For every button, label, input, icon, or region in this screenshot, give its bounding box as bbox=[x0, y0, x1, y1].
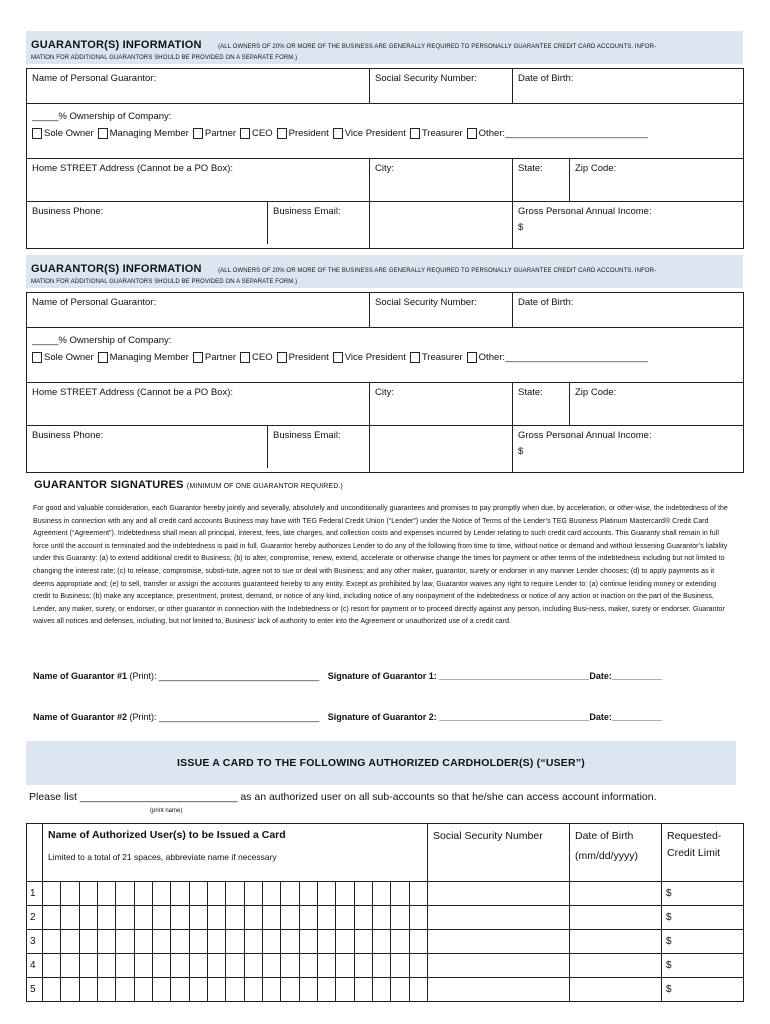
checkbox[interactable] bbox=[32, 352, 42, 363]
checkbox[interactable] bbox=[333, 352, 343, 363]
header-dob-text: Date of Birth bbox=[575, 830, 634, 842]
name-char-box[interactable] bbox=[207, 954, 225, 977]
name-char-box[interactable] bbox=[79, 882, 97, 905]
g2-role-checkboxes bbox=[32, 352, 738, 363]
user-ssn-cell[interactable] bbox=[428, 882, 570, 906]
name-char-box[interactable] bbox=[299, 954, 317, 977]
name-char-box[interactable] bbox=[299, 882, 317, 905]
name-char-box[interactable] bbox=[115, 906, 133, 929]
guarantor-1-header bbox=[26, 31, 743, 64]
name-char-box[interactable] bbox=[79, 906, 97, 929]
role-label: Vice President bbox=[344, 352, 406, 363]
row-number: 1 bbox=[27, 882, 43, 906]
name-char-box[interactable] bbox=[390, 906, 408, 929]
checkbox[interactable] bbox=[98, 352, 108, 363]
name-char-box[interactable] bbox=[43, 930, 60, 953]
g2-print-blank[interactable]: (Print): ________________________________ bbox=[129, 712, 320, 722]
header-name bbox=[43, 824, 428, 882]
g1-role-treasurer[interactable] bbox=[410, 128, 463, 139]
name-char-box[interactable] bbox=[262, 930, 280, 953]
name-char-box[interactable] bbox=[354, 906, 372, 929]
users-table-header bbox=[27, 824, 744, 882]
name-char-box[interactable] bbox=[280, 954, 298, 977]
name-char-box[interactable] bbox=[280, 882, 298, 905]
g2-role-other[interactable] bbox=[467, 352, 648, 363]
name-char-box[interactable] bbox=[372, 954, 390, 977]
user-name-boxes bbox=[43, 906, 428, 930]
user-row bbox=[27, 906, 744, 930]
name-char-box[interactable] bbox=[170, 930, 188, 953]
name-char-box[interactable] bbox=[170, 882, 188, 905]
guarantor-1-signature-line[interactable] bbox=[33, 671, 662, 681]
name-char-box[interactable] bbox=[152, 954, 170, 977]
name-char-box[interactable] bbox=[280, 978, 298, 1001]
g1-print-label: Name of Guarantor #1 bbox=[33, 671, 128, 681]
g2-role-president[interactable] bbox=[277, 352, 329, 363]
name-char-box[interactable] bbox=[43, 882, 60, 905]
name-char-box[interactable] bbox=[43, 978, 60, 1001]
user-row bbox=[27, 882, 744, 906]
name-char-box[interactable] bbox=[390, 882, 408, 905]
name-char-box[interactable] bbox=[189, 882, 207, 905]
name-char-box[interactable] bbox=[280, 930, 298, 953]
g2-role-partner[interactable] bbox=[193, 352, 236, 363]
g1-income-currency: $ bbox=[518, 222, 524, 233]
name-char-box[interactable] bbox=[280, 906, 298, 929]
g1-dob-label: Date of Birth: bbox=[518, 73, 574, 84]
name-char-box[interactable] bbox=[170, 906, 188, 929]
name-char-box[interactable] bbox=[189, 906, 207, 929]
name-char-box[interactable] bbox=[354, 930, 372, 953]
guarantor-2-title: GUARANTOR(S) INFORMATION bbox=[31, 263, 202, 275]
g1-role-ceo[interactable] bbox=[240, 128, 273, 139]
name-char-box[interactable] bbox=[60, 882, 78, 905]
header-limit-1: Requested- bbox=[667, 830, 722, 842]
guarantor-1-note: (ALL OWNERS OF 20% OR MORE OF THE BUSINESS ARE GENERALLY REQUIRED TO PERSONALLY GUARANTEE CREDIT CARD ACCOUNTS. INFOR- bbox=[218, 44, 657, 50]
name-char-box[interactable] bbox=[79, 978, 97, 1001]
user-ssn-cell[interactable] bbox=[428, 954, 570, 978]
name-char-box[interactable] bbox=[244, 978, 262, 1001]
name-char-box[interactable] bbox=[97, 954, 115, 977]
user-dob-cell[interactable] bbox=[570, 882, 662, 906]
role-label: President bbox=[288, 352, 329, 363]
name-char-box[interactable] bbox=[299, 906, 317, 929]
signatures-title bbox=[34, 479, 343, 491]
g2-name-label: Name of Personal Guarantor: bbox=[32, 297, 157, 308]
g1-role-president[interactable] bbox=[277, 128, 329, 139]
user-row bbox=[27, 954, 744, 978]
user-dob-cell[interactable] bbox=[570, 978, 662, 1002]
g1-role-vice-president[interactable] bbox=[333, 128, 406, 139]
g2-phone-field[interactable] bbox=[27, 426, 370, 473]
g2-email-label: Business Email: bbox=[267, 426, 346, 468]
user-row bbox=[27, 930, 744, 954]
g2-role-managing-member[interactable] bbox=[98, 352, 189, 363]
role-label: Treasurer bbox=[421, 352, 463, 363]
name-char-box[interactable] bbox=[299, 978, 317, 1001]
name-char-box[interactable] bbox=[189, 930, 207, 953]
g2-state-label: State: bbox=[518, 387, 543, 398]
name-char-box[interactable] bbox=[170, 978, 188, 1001]
header-name-title: Name of Authorized User(s) to be Issued a Card bbox=[48, 829, 286, 841]
name-char-box[interactable] bbox=[97, 906, 115, 929]
g1-dob-field[interactable] bbox=[513, 69, 744, 104]
name-char-box[interactable] bbox=[134, 906, 152, 929]
name-char-box[interactable] bbox=[97, 930, 115, 953]
checkbox[interactable] bbox=[277, 352, 287, 363]
g1-email-field-cont[interactable] bbox=[370, 202, 513, 249]
g1-income-label: Gross Personal Annual Income: bbox=[518, 206, 652, 217]
row-number: 4 bbox=[27, 954, 43, 978]
g1-phone-label: Business Phone: bbox=[32, 206, 104, 217]
g2-signature-blank[interactable]: Signature of Guarantor 2: ______________________________Date:__________ bbox=[327, 712, 662, 722]
g1-address-label: Home STREET Address (Cannot be a PO Box): bbox=[32, 163, 233, 174]
g2-dob-label: Date of Birth: bbox=[518, 297, 574, 308]
g2-ssn-label: Social Security Number: bbox=[375, 297, 477, 308]
g1-income-field[interactable] bbox=[513, 202, 744, 249]
name-char-box[interactable] bbox=[409, 930, 427, 953]
checkbox[interactable] bbox=[467, 128, 477, 139]
name-char-box[interactable] bbox=[244, 930, 262, 953]
checkbox[interactable] bbox=[240, 352, 250, 363]
name-char-box[interactable] bbox=[335, 906, 353, 929]
name-char-box[interactable] bbox=[390, 954, 408, 977]
checkbox[interactable] bbox=[410, 352, 420, 363]
name-char-box[interactable] bbox=[189, 978, 207, 1001]
checkbox[interactable] bbox=[333, 128, 343, 139]
header-ssn-text: Social Security Number bbox=[433, 830, 543, 842]
user-limit-cell[interactable]: $ bbox=[662, 978, 744, 1002]
name-char-box[interactable] bbox=[372, 978, 390, 1001]
role-label: Managing Member bbox=[109, 128, 189, 139]
g2-dob-field[interactable] bbox=[513, 293, 744, 328]
g1-phone-field[interactable] bbox=[27, 202, 370, 249]
g2-role-treasurer[interactable] bbox=[410, 352, 463, 363]
user-ssn-cell[interactable] bbox=[428, 906, 570, 930]
users-table-body bbox=[27, 882, 744, 1002]
checkbox[interactable] bbox=[32, 128, 42, 139]
role-label: Other:___________________________ bbox=[478, 128, 648, 139]
user-ssn-cell[interactable] bbox=[428, 930, 570, 954]
checkbox[interactable] bbox=[193, 128, 203, 139]
name-char-box[interactable] bbox=[134, 882, 152, 905]
name-char-box[interactable] bbox=[115, 954, 133, 977]
checkbox[interactable] bbox=[193, 352, 203, 363]
g2-email-field-cont[interactable] bbox=[370, 426, 513, 473]
guarantor-2-note-2: MATION FOR ADDITIONAL GUARANTORS SHOULD BE PROVIDED ON A SEPARATE FORM.) bbox=[31, 279, 298, 285]
authorized-users-table bbox=[26, 823, 744, 1002]
role-label: Partner bbox=[204, 128, 237, 139]
user-limit-cell[interactable]: $ bbox=[662, 882, 744, 906]
name-char-box[interactable] bbox=[299, 930, 317, 953]
g1-ownership-label: _____% Ownership of Company: bbox=[32, 111, 172, 122]
name-char-box[interactable] bbox=[134, 978, 152, 1001]
name-char-box[interactable] bbox=[207, 978, 225, 1001]
please-list-line[interactable]: Please list ___________________________ as an authorized user on all sub-accounts so that he/she can access account information. bbox=[29, 791, 657, 803]
g1-signature-blank[interactable]: Signature of Guarantor 1: ______________________________Date:__________ bbox=[327, 671, 662, 681]
g2-ownership-label: _____% Ownership of Company: bbox=[32, 335, 172, 346]
g1-ssn-label: Social Security Number: bbox=[375, 73, 477, 84]
guarantor-2-note: (ALL OWNERS OF 20% OR MORE OF THE BUSINESS ARE GENERALLY REQUIRED TO PERSONALLY GUARANTEE CREDIT CARD ACCOUNTS. INFOR- bbox=[218, 268, 657, 274]
user-limit-cell[interactable]: $ bbox=[662, 906, 744, 930]
name-char-box[interactable] bbox=[207, 906, 225, 929]
name-char-box[interactable] bbox=[335, 978, 353, 1001]
g1-zip-label: Zip Code: bbox=[575, 163, 617, 174]
user-limit-cell[interactable]: $ bbox=[662, 930, 744, 954]
name-char-box[interactable] bbox=[207, 882, 225, 905]
name-char-box[interactable] bbox=[244, 882, 262, 905]
g2-income-label: Gross Personal Annual Income: bbox=[518, 430, 652, 441]
g1-city-field[interactable] bbox=[370, 159, 513, 202]
guarantor-1-table bbox=[26, 68, 744, 249]
role-label: Sole Owner bbox=[44, 352, 94, 363]
name-char-box[interactable] bbox=[390, 930, 408, 953]
name-char-box[interactable] bbox=[43, 906, 60, 929]
g1-ssn-field[interactable] bbox=[370, 69, 513, 104]
user-dob-cell[interactable] bbox=[570, 906, 662, 930]
name-char-box[interactable] bbox=[262, 882, 280, 905]
row-number: 2 bbox=[27, 906, 43, 930]
g2-role-vice-president[interactable] bbox=[333, 352, 406, 363]
name-char-box[interactable] bbox=[409, 978, 427, 1001]
name-char-box[interactable] bbox=[79, 930, 97, 953]
guarantor-2-table bbox=[26, 292, 744, 473]
user-dob-cell[interactable] bbox=[570, 930, 662, 954]
name-char-box[interactable] bbox=[317, 930, 335, 953]
g2-income-field[interactable] bbox=[513, 426, 744, 473]
name-char-box[interactable] bbox=[115, 930, 133, 953]
role-label: President bbox=[288, 128, 329, 139]
name-char-box[interactable] bbox=[317, 978, 335, 1001]
print-name-caption: (print name) bbox=[150, 808, 183, 814]
g2-zip-field[interactable] bbox=[570, 383, 744, 426]
role-label: Treasurer bbox=[421, 128, 463, 139]
name-char-box[interactable] bbox=[262, 978, 280, 1001]
role-label: Other:___________________________ bbox=[478, 352, 648, 363]
g1-role-checkboxes bbox=[32, 128, 738, 139]
name-char-box[interactable] bbox=[225, 882, 243, 905]
name-char-box[interactable] bbox=[372, 906, 390, 929]
g1-role-managing-member[interactable] bbox=[98, 128, 189, 139]
header-name-sub: Limited to a total of 21 spaces, abbreviate name if necessary bbox=[48, 852, 277, 862]
name-char-box[interactable] bbox=[244, 954, 262, 977]
header-dob-format: (mm/dd/yyyy) bbox=[575, 850, 638, 862]
user-name-boxes bbox=[43, 882, 428, 906]
name-char-box[interactable] bbox=[390, 978, 408, 1001]
name-char-box[interactable] bbox=[134, 930, 152, 953]
name-char-box[interactable] bbox=[262, 954, 280, 977]
name-char-box[interactable] bbox=[317, 882, 335, 905]
g2-name-field[interactable] bbox=[27, 293, 370, 328]
user-row bbox=[27, 978, 744, 1002]
header-dob bbox=[570, 824, 662, 882]
role-label: Partner bbox=[204, 352, 237, 363]
checkbox[interactable] bbox=[410, 128, 420, 139]
g2-address-field[interactable] bbox=[27, 383, 370, 426]
g2-phone-label: Business Phone: bbox=[32, 430, 104, 441]
user-limit-cell[interactable]: $ bbox=[662, 954, 744, 978]
name-char-box[interactable] bbox=[60, 906, 78, 929]
name-char-box[interactable] bbox=[152, 906, 170, 929]
g2-role-ceo[interactable] bbox=[240, 352, 273, 363]
guarantor-2-signature-line[interactable] bbox=[33, 712, 662, 722]
name-char-box[interactable] bbox=[170, 954, 188, 977]
g2-print-label: Name of Guarantor #2 bbox=[33, 712, 128, 722]
g2-zip-label: Zip Code: bbox=[575, 387, 617, 398]
role-label: Vice President bbox=[344, 128, 406, 139]
name-char-box[interactable] bbox=[115, 882, 133, 905]
g1-ownership-field bbox=[27, 104, 744, 159]
guarantor-1-note-2: MATION FOR ADDITIONAL GUARANTORS SHOULD BE PROVIDED ON A SEPARATE FORM.) bbox=[31, 55, 298, 61]
name-char-box[interactable] bbox=[225, 906, 243, 929]
name-char-box[interactable] bbox=[409, 954, 427, 977]
g2-city-label: City: bbox=[375, 387, 394, 398]
name-char-box[interactable] bbox=[225, 930, 243, 953]
g2-ownership-field bbox=[27, 328, 744, 383]
name-char-box[interactable] bbox=[207, 930, 225, 953]
g1-zip-field[interactable] bbox=[570, 159, 744, 202]
g1-name-label: Name of Personal Guarantor: bbox=[32, 73, 157, 84]
g1-state-label: State: bbox=[518, 163, 543, 174]
name-char-box[interactable] bbox=[409, 906, 427, 929]
name-char-box[interactable] bbox=[134, 954, 152, 977]
header-ssn bbox=[428, 824, 570, 882]
g1-print-blank[interactable]: (Print): ________________________________ bbox=[129, 671, 320, 681]
row-number: 5 bbox=[27, 978, 43, 1002]
name-char-box[interactable] bbox=[60, 954, 78, 977]
guaranty-legal-text: For good and valuable consideration, each Guarantor hereby jointly and severally, absolutely and unconditionally guarantees and promises to pay promptly when due, by acceleration, or other-wise, the indebtedness of the Business in connection with any and all credit card accounts Business may have with TEG Federal Credit Union (“Lender”) under the Notice of Terms of the Lender’s TEG Business Platinum Mastercard® Credit Card Agreement (“Agreement”). Indebtedness shall mean all principal, interest, fees, late charges, and collection costs and expenses incurred by Lender relating to such credit card accounts. This Guaranty shall remain in full force until the account is terminated and the indebtedness is paid in full. Guarantor hereby authorizes Lender to do any of the following from time to time, without notice or demand and without lessening Guarantor’s liability under this Guaranty: (a) to extend additional credit to Business; (b) to alter, compromise, renew, extend, accelerate or otherwise change the times for payment or other terms of the indebtedness including but not limited to changing the interest rate; (c) to release, compromise, substi-tute, agree not to sue or deal with Business; and any other maker, guarantor, surety or endorser in any manner Lender chooses; (d) to apply payments as it deems appropriate and; (e) to sell, transfer or assign the accounts guaranteed hereby to any entity. Except as prohibited by law, Guarantor waives any right to require Lender to: (a) continue lending money or extending credit to Business; (b) make any acceptance, presentment, protest, demand, or notice of any kind, including notice of any nonpayment of the indebtedness or notice of any action or inaction on the part of the Business, Lender, any maker, surety, or endorser, or other guarantor in connection with the Indebtedness or (c) resort for payment or to proceed directly against any person, including Busi-ness, maker, surety or endorser. Guarantor waives all notices and defenses, including, but not limited to, Business’ lack of authority to enter into the Agreement or unauthorized use of a credit card. bbox=[33, 505, 728, 626]
g1-role-other[interactable] bbox=[467, 128, 648, 139]
role-label: Managing Member bbox=[109, 352, 189, 363]
role-label: CEO bbox=[252, 352, 273, 363]
name-char-box[interactable] bbox=[317, 954, 335, 977]
g1-role-sole-owner[interactable] bbox=[32, 128, 94, 139]
user-name-boxes bbox=[43, 978, 428, 1002]
role-label: Sole Owner bbox=[44, 128, 94, 139]
name-char-box[interactable] bbox=[152, 882, 170, 905]
name-char-box[interactable] bbox=[152, 978, 170, 1001]
user-dob-cell[interactable] bbox=[570, 954, 662, 978]
name-char-box[interactable] bbox=[354, 978, 372, 1001]
g2-income-currency: $ bbox=[518, 446, 524, 457]
name-char-box[interactable] bbox=[189, 954, 207, 977]
guarantor-2-header bbox=[26, 255, 743, 288]
name-char-box[interactable] bbox=[317, 906, 335, 929]
checkbox[interactable] bbox=[467, 352, 477, 363]
name-char-box[interactable] bbox=[60, 978, 78, 1001]
g2-address-label: Home STREET Address (Cannot be a PO Box): bbox=[32, 387, 233, 398]
name-char-box[interactable] bbox=[152, 930, 170, 953]
name-char-box[interactable] bbox=[244, 906, 262, 929]
signatures-title-text: GUARANTOR SIGNATURES bbox=[34, 479, 184, 491]
checkbox[interactable] bbox=[240, 128, 250, 139]
signatures-title-note: (MINIMUM OF ONE GUARANTOR REQUIRED.) bbox=[186, 483, 343, 490]
user-name-boxes bbox=[43, 930, 428, 954]
header-limit bbox=[662, 824, 744, 882]
checkbox[interactable] bbox=[98, 128, 108, 139]
name-char-box[interactable] bbox=[335, 954, 353, 977]
user-name-boxes bbox=[43, 954, 428, 978]
name-char-box[interactable] bbox=[372, 882, 390, 905]
name-char-box[interactable] bbox=[79, 954, 97, 977]
name-char-box[interactable] bbox=[335, 882, 353, 905]
name-char-box[interactable] bbox=[115, 978, 133, 1001]
g1-name-field[interactable] bbox=[27, 69, 370, 104]
name-char-box[interactable] bbox=[409, 882, 427, 905]
role-label: CEO bbox=[252, 128, 273, 139]
name-char-box[interactable] bbox=[225, 954, 243, 977]
checkbox[interactable] bbox=[277, 128, 287, 139]
g1-state-field[interactable] bbox=[513, 159, 570, 202]
g2-state-field[interactable] bbox=[513, 383, 570, 426]
g2-city-field[interactable] bbox=[370, 383, 513, 426]
g1-role-partner[interactable] bbox=[193, 128, 236, 139]
user-ssn-cell[interactable] bbox=[428, 978, 570, 1002]
g1-email-label: Business Email: bbox=[267, 202, 346, 244]
g1-city-label: City: bbox=[375, 163, 394, 174]
header-limit-2: Credit Limit bbox=[667, 847, 721, 859]
name-char-box[interactable] bbox=[262, 906, 280, 929]
header-blank bbox=[27, 824, 43, 882]
name-char-box[interactable] bbox=[60, 930, 78, 953]
guarantor-1-title: GUARANTOR(S) INFORMATION bbox=[31, 39, 202, 51]
name-char-box[interactable] bbox=[335, 930, 353, 953]
g2-ssn-field[interactable] bbox=[370, 293, 513, 328]
name-char-box[interactable] bbox=[43, 954, 60, 977]
name-char-box[interactable] bbox=[372, 930, 390, 953]
name-char-box[interactable] bbox=[354, 882, 372, 905]
name-char-box[interactable] bbox=[225, 978, 243, 1001]
row-number: 3 bbox=[27, 930, 43, 954]
name-char-box[interactable] bbox=[354, 954, 372, 977]
name-char-box[interactable] bbox=[97, 978, 115, 1001]
g2-role-sole-owner[interactable] bbox=[32, 352, 94, 363]
authorized-users-banner: ISSUE A CARD TO THE FOLLOWING AUTHORIZED CARDHOLDER(S) (“USER”) bbox=[26, 741, 736, 785]
name-char-box[interactable] bbox=[97, 882, 115, 905]
g1-address-field[interactable] bbox=[27, 159, 370, 202]
